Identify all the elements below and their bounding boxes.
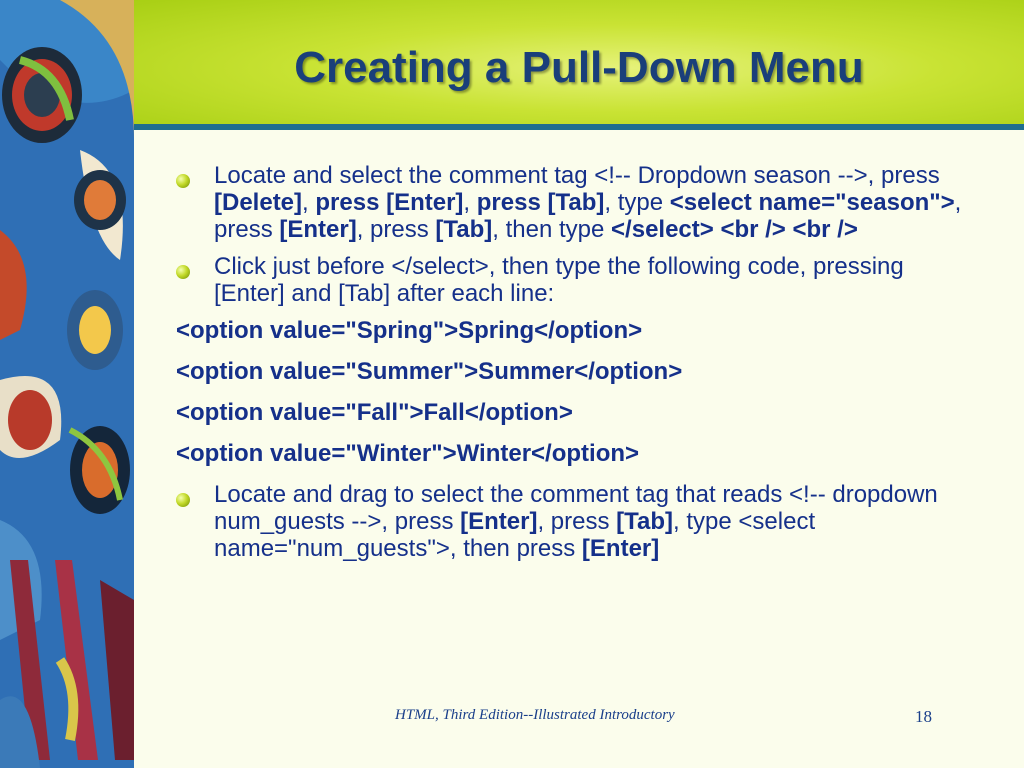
text-segment-bold: <select name="season">	[669, 189, 955, 216]
text-segment: ,	[463, 189, 477, 216]
bullet-item	[170, 162, 970, 243]
bullet-text	[214, 162, 961, 243]
code-line: <option value="Spring">Spring</option>	[176, 317, 643, 344]
bullet-icon	[176, 174, 190, 188]
text-segment: , then type	[492, 216, 612, 243]
text-segment: , type	[604, 189, 670, 216]
slide-content	[170, 162, 970, 572]
header-rule	[134, 124, 1024, 130]
text-segment: ,	[302, 189, 316, 216]
bullet-item	[170, 253, 970, 307]
text-segment-bold: press [Enter]	[315, 189, 464, 216]
slide-title: Creating a Pull-Down Menu	[294, 43, 864, 92]
text-segment-bold: [Tab]	[616, 508, 674, 535]
text-segment-bold: [Enter]	[279, 216, 357, 243]
text-segment-bold: [Enter]	[460, 508, 538, 535]
text-segment: Locate and drag to select the comment tag that reads <!-- dropdown num_guests -->, press	[214, 481, 938, 535]
text-segment-bold: </select> <br /> <br />	[611, 216, 858, 243]
text-segment-bold: [Delete]	[214, 189, 303, 216]
bullet-text: Click just before </select>, then type the following code, pressing [Enter] and [Tab] after each line:	[214, 253, 904, 307]
text-segment-bold: [Enter]	[581, 535, 660, 562]
text-segment: , press	[537, 508, 617, 535]
bullet-item	[170, 481, 970, 562]
decorative-painting	[0, 0, 134, 768]
text-segment-bold: [Tab]	[435, 216, 493, 243]
text-segment: , type <select name="num_guests">, then press	[214, 508, 816, 562]
code-line: <option value="Winter">Winter</option>	[176, 440, 640, 467]
text-segment: Locate and select the comment tag <!-- Dropdown season -->, press	[214, 162, 940, 189]
page-number: 18	[915, 707, 932, 726]
footer-text: HTML, Third Edition--Illustrated Introductory	[395, 707, 675, 723]
code-line: <option value="Fall">Fall</option>	[176, 399, 573, 426]
bullet-icon	[176, 493, 190, 507]
text-segment-bold: press [Tab]	[476, 189, 605, 216]
code-line: <option value="Summer">Summer</option>	[176, 358, 683, 385]
bullet-text	[214, 481, 938, 562]
text-segment: , press	[214, 189, 962, 243]
bullet-icon	[176, 265, 190, 279]
text-segment: , press	[356, 216, 436, 243]
